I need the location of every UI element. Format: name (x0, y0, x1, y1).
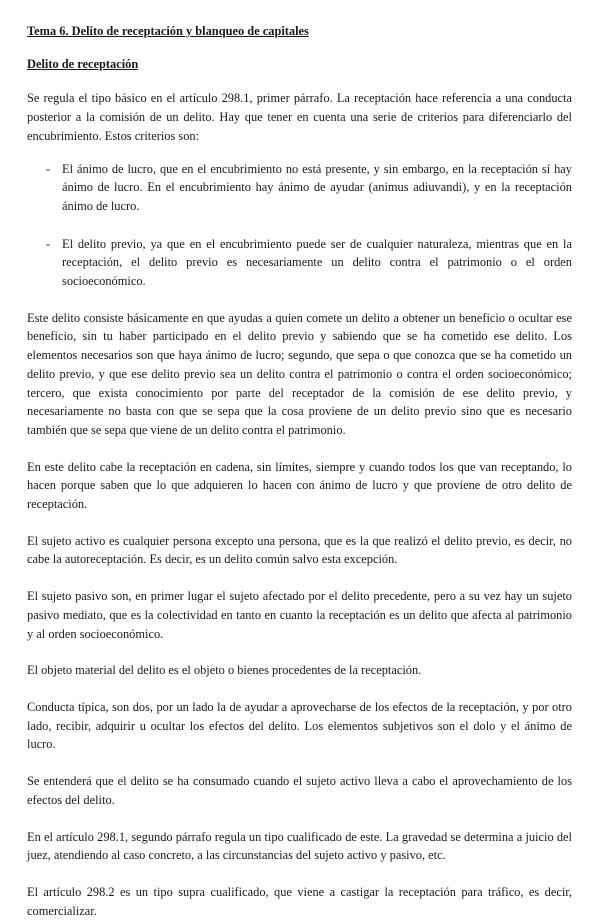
list-item-text: El ánimo de lucro, que en el encubrimiento no está presente, y sin embargo, en la receptación sí hay ánimo de lucro. En el encubrimiento hay ánimo de ayudar (animus adiuvandi), y en la receptación ánimo de lucro. (62, 161, 572, 213)
body-paragraph: El sujeto activo es cualquier persona excepto una persona, que es la que realizó el delito previo, es decir, no cabe la autoreceptación. Es decir, es un delito común salvo esta excepción. (27, 533, 572, 567)
body-paragraph: El artículo 298.2 es un tipo supra cualificado, que viene a castigar la receptación para tráfico, es decir, comercializar. (27, 884, 572, 918)
body-paragraph: El objeto material del delito es el objeto o bienes procedentes de la receptación. (27, 663, 422, 678)
criteria-list (27, 160, 572, 291)
intro-paragraph: Se regula el tipo básico en el artículo 298.1, primer párrafo. La receptación hace referencia a una conducta posterior a la comisión de un delito. Hay que tener en cuenta una serie de criterios para diferenciarlo del encubrimiento. Estos criterios son: (27, 91, 572, 143)
list-item (27, 160, 572, 216)
list-item (27, 235, 572, 291)
body-paragraph: En este delito cabe la receptación en cadena, sin límites, siempre y cuando todos los que van receptando, lo hacen porque saben que lo que adquieren lo hacen con ánimo de lucro y que proviene de otro delito de receptación. (27, 459, 572, 512)
body-paragraph: Se entenderá que el delito se ha consumado cuando el sujeto activo lleva a cabo el aprovechamiento de los efectos del delito. (27, 774, 572, 807)
body-paragraph: En el artículo 298.1, segundo párrafo regula un tipo cualificado de este. La gravedad se determina a juicio del juez, atendiendo al caso concreto, a las circunstancias del sujeto activo y pasivo, etc. (27, 829, 572, 863)
list-bullet: - (46, 161, 51, 176)
body-paragraph: Este delito consiste básicamente en que ayudas a quien comete un delito a obtener un beneficio o ocultar ese beneficio, sin tu haber participado en el delito previo y sabiendo que se ha cometido ese delito. Los elementos necesarios son que haya ánimo de lucro; segundo, que sepa o que conozca que se ha cometido un delito previo, y que ese delito previo sea un delito contra el patrimonio o contra el orden socioeconómico; tercero, que exista conocimiento por parte del receptador de la comisión de ese delito previo, y necesariamente no basta con que se sepa que la cosa proviene de un delito previo sino que es necesario también que se sepa que viene de un delito contra el patrimonio. (27, 310, 572, 437)
body-paragraph: El sujeto pasivo son, en primer lugar el sujeto afectado por el delito precedente, pero a su vez hay un sujeto pasivo mediato, que es la colectividad en tanto en cuanto la receptación es un delito que afecta al patrimonio y al orden socioeconómico. (27, 589, 572, 641)
document-title: Tema 6. Delito de receptación y blanqueo de capitales (27, 24, 309, 38)
section-heading: Delito de receptación (27, 56, 139, 71)
body-paragraph: Conducta típica, son dos, por un lado la de ayudar a aprovecharse de los efectos de la receptación, y por otro lado, recibir, adquirir u ocultar los efectos del delito. Los elementos subjetivos son el dolo y el ánimo de lucro. (27, 699, 572, 752)
document-page (27, 22, 572, 920)
list-item-text: El delito previo, ya que en el encubrimiento puede ser de cualquier naturaleza, mientras que en la receptación, el delito previo es necesariamente un delito contra el patrimonio o el orden socioeconómico. (62, 236, 572, 289)
list-bullet: - (46, 236, 51, 251)
